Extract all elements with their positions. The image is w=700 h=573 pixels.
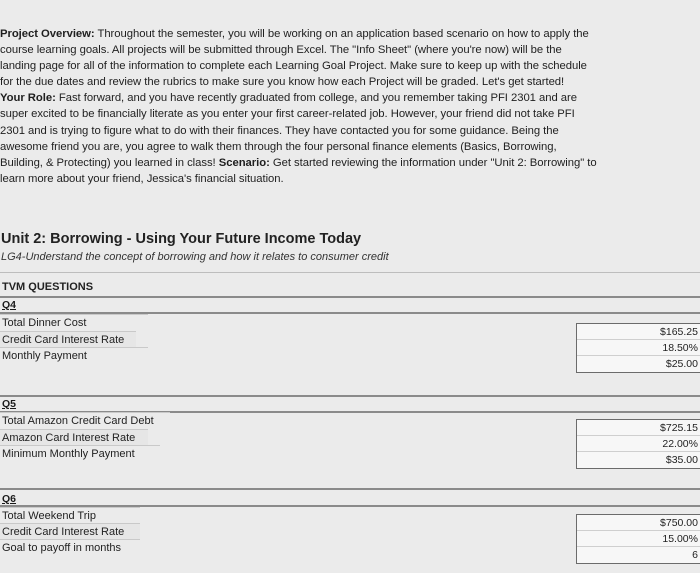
- q6-row-interest-rate[interactable]: Credit Card Interest Rate: [0, 523, 140, 539]
- tvm-heading: TVM QUESTIONS: [2, 281, 94, 293]
- q4-row-interest-rate[interactable]: Credit Card Interest Rate: [0, 331, 136, 347]
- role-label: Your Role:: [0, 92, 56, 105]
- q5-row-minimum-payment[interactable]: Minimum Monthly Payment: [0, 445, 160, 461]
- divider: [0, 272, 700, 273]
- q5-label: Q5: [2, 398, 17, 410]
- q6-value-payoff-goal[interactable]: 6: [692, 549, 698, 561]
- divider: [0, 395, 700, 397]
- q4-row-monthly-payment[interactable]: Monthly Payment: [0, 347, 148, 363]
- q6-row-weekend-trip[interactable]: Total Weekend Trip: [0, 507, 140, 523]
- q5-value-interest-rate[interactable]: 22.00%: [577, 436, 700, 452]
- role-body: Fast forward, and you have recently graduated from college, and you remember taking PFI 2301 and are super excited to be financially literate as you enter your first career-related job. However, your friend did not take PFI 2301 and is trying to figure what to do with their finances. They have contacted you for some guidance. Being the awesome friend you are, you agree to walk them through the four personal finance elements (Basics, Borrowing, Building, & Protecting) you learned in class!: [0, 92, 577, 169]
- q6-label: Q6: [2, 493, 17, 505]
- q5-value-minimum-payment[interactable]: $35.00: [665, 454, 698, 466]
- q5-row-amazon-debt[interactable]: Total Amazon Credit Card Debt: [0, 412, 170, 428]
- q4-values: [576, 323, 700, 373]
- q4-value-interest-rate[interactable]: 18.50%: [577, 340, 700, 356]
- q4-row-dinner-cost[interactable]: Total Dinner Cost: [0, 314, 148, 330]
- q4-value-dinner-cost[interactable]: $165.25: [577, 324, 700, 340]
- overview-label: Project Overview:: [0, 28, 95, 40]
- unit-title: Unit 2: Borrowing - Using Your Future Income Today: [1, 231, 362, 247]
- q6-value-interest-rate[interactable]: 15.00%: [577, 531, 700, 547]
- overview-body: Throughout the semester, you will be working on an application based scenario on how to apply the course learning goals. All projects will be submitted through Excel. The "Info Sheet" (where you're now) will be the landing page for all of the information to complete each Learning Goal Project. Make sure to keep up with the schedule for the due dates and review the rubrics to make sure you know how each Project will be graded. Let's get started!: [0, 28, 589, 89]
- scenario-body: Get started reviewing the information under "Unit 2: Borrowing" to learn more about your friend, Jessica's financial situation.: [0, 156, 597, 185]
- q4-label: Q4: [2, 299, 17, 311]
- q5-row-interest-rate[interactable]: Amazon Card Interest Rate: [0, 429, 148, 445]
- q6-value-weekend-trip[interactable]: $750.00: [577, 515, 700, 531]
- q5-value-amazon-debt[interactable]: $725.15: [577, 420, 700, 436]
- q6-row-payoff-goal[interactable]: Goal to payoff in months: [0, 539, 140, 555]
- divider: [0, 296, 700, 298]
- divider: [0, 488, 700, 490]
- q4-value-monthly-payment[interactable]: $25.00: [665, 358, 698, 370]
- q5-values: [576, 419, 700, 469]
- project-overview-text: [0, 26, 600, 187]
- unit-subtitle: LG4-Understand the concept of borrowing and how it relates to consumer credit: [1, 251, 389, 263]
- q6-values: [576, 514, 700, 564]
- scenario-label: Scenario:: [218, 156, 270, 169]
